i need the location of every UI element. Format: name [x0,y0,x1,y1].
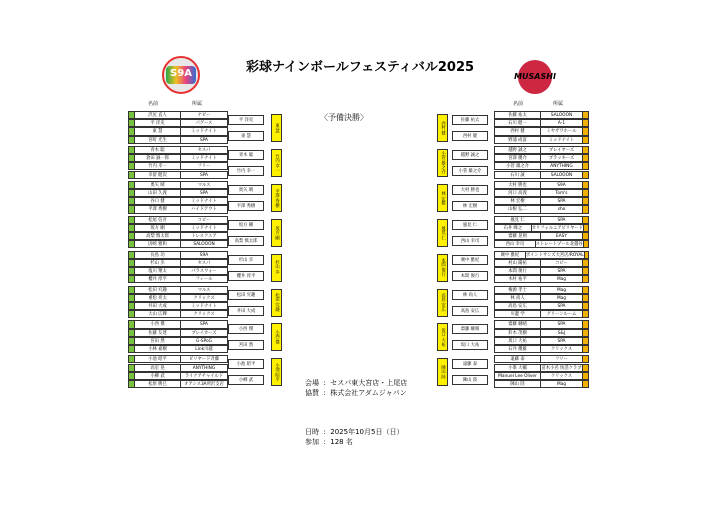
player-row [128,232,228,240]
player-name: 井田 大成 [135,303,181,309]
seed-cell [582,311,588,317]
player-affiliation: S&J [557,330,566,336]
right-header-name: 名前 [513,101,524,107]
player-name: 野浦 成富 [495,137,541,143]
player-affiliation: Tom's [555,191,568,196]
player-row [494,275,589,283]
player-affiliation: ミッドナイト [191,303,217,309]
player-affiliation: ミヤザワホール [546,129,577,135]
player-row [494,154,589,162]
player-name: 西山 幸司 [495,241,536,247]
player-row [494,329,589,337]
player-affiliation: ミッドナイト [191,199,217,205]
group-winner: 風見 仁 [437,219,448,247]
player-row [494,310,589,318]
player-affiliation: Mag [556,295,567,301]
player-row [128,146,228,154]
match-entrant: 平澤 秀樹 [228,201,264,211]
player-name: 佐藤 友達 [135,330,181,336]
match-entrant: 大村 勝也 [452,185,488,195]
seed-cell [582,233,588,239]
player-row [494,146,589,154]
player-row [494,240,589,248]
player-row [494,294,589,302]
player-row [494,162,589,170]
seed-cell [582,276,588,282]
player-name: 河口 高義 [495,190,541,196]
player-name: 平 洋史 [135,120,181,126]
player-row [128,136,228,144]
player-row [128,251,228,259]
seed-cell [582,198,588,204]
player-row [128,181,228,189]
player-affiliation: SPA [200,191,208,196]
player-affiliation: SPA [557,199,566,205]
player-row [494,302,589,310]
group-winner: 坂口 大祐 [437,323,448,351]
player-name: 小峯 大輔 [495,365,541,371]
player-row [128,337,228,345]
player-affiliation: Mag [556,381,567,387]
match-entrant: 坂方 剛 [228,220,264,230]
seed-cell [582,321,588,327]
left-header-affil: 所属 [192,101,203,107]
player-row [494,205,589,213]
player-name: 山根 弘二 [495,206,541,212]
player-name: 宮澤 優介 [495,155,541,161]
seed-cell [582,295,588,301]
player-affiliation: SALOOON [550,172,573,178]
seed-cell [582,330,588,336]
player-affiliation: SPA [557,338,566,344]
player-row [494,380,589,388]
player-affiliation: カリフォルニアビリヤード [531,225,584,231]
player-name: 村山 陽祐 [495,260,541,266]
player-affiliation: クリックス [550,347,573,352]
player-name: 川邊 学 [495,311,541,317]
venue-line: 会場 : セスパ東大宮店・上尾店 [305,379,408,387]
player-affiliation: SPA [200,172,208,178]
entry-line: 参加 : 128 名 [305,438,353,446]
player-affiliation: ブラッキーズ [548,156,575,162]
match-entrant: 風見 仁 [452,220,488,230]
player-row [494,136,589,144]
seed-cell [582,338,588,344]
player-affiliation: EASY [555,234,567,240]
player-name: 権源 孝士 [495,287,541,293]
seed-cell [582,172,588,178]
player-row [128,154,228,162]
match-entrant: 佐藤 祐太 [452,115,488,125]
player-affiliation: マルス [197,287,211,293]
match-entrant: 小池 昭平 [228,359,264,369]
group-winner: 松田 究趣 [271,289,282,317]
player-name: Manuel Lee Oliver [495,373,541,379]
player-name: 平澤 秀樹 [135,206,181,212]
player-row [494,224,589,232]
player-affiliation: クリックス [550,373,573,379]
player-affiliation: フリー [197,164,211,170]
player-row [494,320,589,328]
player-affiliation: ミッドナイト [548,137,575,143]
player-name: 小西 傑 [135,321,181,327]
player-affiliation: SPA [200,322,208,328]
player-name: 廣中 雅紀 [495,252,526,258]
player-name: 小菅 雄之介 [495,163,541,169]
player-row [128,162,228,170]
player-row [128,111,228,119]
player-row [494,364,589,372]
player-affiliation: ミッドナイト [191,225,217,231]
player-row [494,232,589,240]
group-winner: 坂方 剛 [271,219,282,247]
player-affiliation: ナビー [197,113,211,118]
player-name: 塩川 翔太 [135,268,181,274]
player-name: 石井 優雄 [495,346,541,352]
player-affiliation: コピー [555,260,568,266]
player-name: 谷口 健 [135,198,181,204]
player-name: 大山 広輝 [135,311,181,317]
player-affiliation: SALOOON [550,113,573,118]
player-affiliation: パラスウォー [191,269,217,274]
player-name: 本間 俊行 [495,268,541,274]
player-name: 因崎 雅和 [135,241,181,247]
player-affiliation: S9A [557,182,566,188]
player-row [128,267,228,275]
player-name: 陳山 陸 [495,381,541,387]
group-winner: 東 慧 [271,114,282,142]
player-row [128,240,228,248]
group-winner: 小西 傑 [271,323,282,351]
seed-cell [582,365,588,371]
player-affiliation: sho [557,207,566,213]
player-row [128,380,228,388]
player-affiliation: セスパ [197,147,211,153]
player-row [494,251,589,259]
player-name: 風見 仁 [495,217,541,223]
seed-cell [582,128,588,134]
left-header-name: 名前 [148,101,159,107]
seed-cell [582,268,588,274]
player-name: 幸留 健次 [135,172,181,178]
player-row [128,259,228,267]
player-row [494,119,589,127]
player-row [128,364,228,372]
player-name: 重松 亮太 [135,295,181,301]
player-name: 松尾 信吾 [135,217,181,223]
player-row [494,181,589,189]
match-entrant: 林 宏樹 [452,201,488,211]
player-name: 沢尻 直人 [135,112,181,118]
group-winner: 高島 安広 [437,289,448,317]
player-affiliation: ANYTHING [550,164,573,170]
player-name: 宮田 然 [135,338,181,344]
player-row [128,119,228,127]
player-affiliation: SPA [557,217,566,223]
player-affiliation: コピー [197,217,211,223]
match-entrant: 越野 誠之 [452,150,488,160]
match-entrant: 杉山 歩 [228,255,264,265]
seed-cell [584,252,588,258]
player-name: 櫻井 淳平 [135,276,181,282]
group-winner: 本間 俊行 [437,254,448,282]
player-affiliation: ミッドナイト [191,156,217,162]
player-name: 宮町 光生 [135,137,181,143]
player-row [128,320,228,328]
group-winner: 平澤 秀樹 [271,184,282,212]
player-affiliation: 苗木小名 快活クラブ [541,365,582,371]
player-name: 山田 久義 [135,190,181,196]
player-row [494,189,589,197]
player-affiliation: Mag [556,287,567,293]
player-affiliation: ハイドアウト [191,207,217,213]
seed-cell [582,346,588,352]
player-row [494,345,589,353]
seed-cell [582,190,588,196]
player-affiliation: フリー [555,357,568,363]
player-row [128,286,228,294]
player-affiliation: マルス [197,182,211,188]
player-name: 坂方 剛 [135,225,181,231]
player-row [494,171,589,179]
player-row [128,355,228,363]
player-name: 小池 昭平 [135,356,181,362]
player-affiliation: オアシス3A所沢支店 [184,381,224,387]
player-affiliation: ライクアチャイルド [184,373,224,379]
player-row [494,372,589,380]
match-entrant: 小柳 武 [228,375,264,385]
player-name: 東 慧 [135,128,181,134]
player-affiliation: パグース [195,121,213,127]
player-row [494,197,589,205]
match-entrant: 廣中 雅紀 [452,255,488,265]
player-row [494,127,589,135]
player-affiliation: グリーンルーム [546,312,577,318]
player-row [128,372,228,380]
player-row [494,111,589,119]
match-entrant: 林 尚人 [452,290,488,300]
seed-cell [582,147,588,153]
player-name: 鈴木 茂樹 [495,330,541,336]
player-name: 奥矢 晴 [135,182,181,188]
match-entrant: 西村 健 [452,131,488,141]
player-row [128,345,228,353]
player-affiliation: SPA [557,322,566,328]
group-winner: 小菅 雄之介 [437,149,448,177]
player-affiliation: クリックス [193,312,215,318]
seed-cell [582,260,588,266]
player-name: 西村 健 [495,128,541,134]
seed-cell [582,287,588,293]
player-name: 林 宏樹 [495,198,541,204]
page-title: 彩球ナインボールフェスティバル2025 [245,60,475,75]
seed-cell [582,206,588,212]
seed-cell [583,241,588,247]
player-affiliation: SALOOON [193,242,215,248]
player-affiliation: フィール [195,277,213,283]
player-affiliation: Mag [556,277,567,283]
match-entrant: 高梨 慎太郎 [228,236,264,246]
match-entrant: 小菅 雄之介 [452,166,488,176]
player-row [128,171,228,179]
s9a-logo: S9A [162,56,200,94]
player-row [128,275,228,283]
player-row [128,197,228,205]
player-row [494,216,589,224]
player-affiliation: SPA [200,137,208,143]
match-entrant: 高島 安広 [452,306,488,316]
player-name: 倉田 誠一郎 [135,155,181,161]
match-entrant: 齋藤 継晴 [452,324,488,334]
seed-cell [582,155,588,161]
player-name: 小柳 武 [135,373,181,379]
player-row [128,189,228,197]
player-name: 小林 嘉樹 [135,346,181,352]
player-affiliation: S9A [199,252,209,258]
seed-cell [582,373,588,379]
player-name: 坂口 大祐 [495,338,541,344]
player-name: 杉山 歩 [135,260,181,266]
player-name: 高島 安広 [495,303,541,309]
player-affiliation: ANYTHING [192,365,216,371]
player-name: 遠藤 泰 [495,356,541,362]
player-name: 長島 功 [135,252,181,258]
player-affiliation: セスパ [197,260,211,266]
date-line: 日時 : 2025年10月5日（日） [305,428,404,436]
player-affiliation: G-SPoG [195,338,212,344]
player-affiliation: トレスクエア [191,234,217,240]
match-entrant: 宮田 然 [228,340,264,350]
player-name: 大村 勝也 [495,182,541,188]
match-entrant: 青木 聡 [228,150,264,160]
seed-cell [582,217,588,223]
match-entrant: 小西 傑 [228,324,264,334]
player-name: 高梨 慎太郎 [135,233,181,239]
seed-cell [582,303,588,309]
match-entrant: 坂口 大祐 [452,340,488,350]
player-name: 林 尚人 [495,295,541,301]
player-name: 高室 晃 [135,365,181,371]
player-affiliation: SPA [557,269,566,274]
player-name: 石川 健一 [495,120,541,126]
seed-cell [582,163,588,169]
sponsor-line: 協賛 : 株式会社アダムジャパン [305,389,407,397]
group-winner: 陳山 陸 [437,358,448,386]
player-row [128,127,228,135]
right-header-affil: 所属 [553,101,564,107]
match-entrant: 遠藤 泰 [452,359,488,369]
seed-cell [582,137,588,143]
match-entrant: 西山 幸司 [452,236,488,246]
player-row [128,310,228,318]
player-name: 佐藤 祐太 [495,112,541,118]
player-row [128,224,228,232]
seed-cell [582,182,588,188]
musashi-logo: MUSASHI [508,60,562,96]
match-entrant: 陳山 陸 [452,375,488,385]
player-affiliation: クリックス [193,295,215,301]
match-entrant: 奥矢 晴 [228,185,264,195]
player-row [128,294,228,302]
player-row [494,286,589,294]
player-row [494,259,589,267]
player-row [494,337,589,345]
player-name: 竹内 幸一 [135,163,181,169]
group-winner: 竹内 幸一 [271,149,282,177]
player-name: 石井 峰之 [495,225,532,231]
player-affiliation: ビリヤード斉藤 [189,357,219,363]
group-winner: 西村 健 [437,114,448,142]
player-row [494,267,589,275]
player-affiliation: A-1 [557,121,566,127]
match-entrant: 本間 俊行 [452,271,488,281]
yosen-label: 〈予備決勝〉 [320,113,368,122]
group-winner: 小池 昭平 [271,358,282,386]
player-name: 青木 聡 [135,147,181,153]
match-entrant: 櫻井 淳平 [228,271,264,281]
match-entrant: 竹内 幸一 [228,166,264,176]
player-name: 松田 究趣 [135,287,181,293]
player-affiliation: ミッドナイト [191,129,217,135]
player-row [128,302,228,310]
player-affiliation: ポイントサンズ大宮店/ROYAL [525,252,584,258]
match-entrant: 井田 大成 [228,306,264,316]
player-affiliation: ブレイカーズ [191,330,217,336]
player-name: 松原 勝巳 [135,381,181,387]
player-affiliation: Link川越 [195,347,213,352]
seed-cell [582,381,588,387]
group-winner: 林 宏樹 [437,184,448,212]
player-affiliation: ブレイヤーズ [548,147,575,153]
seed-cell [583,225,588,231]
group-winner: 杉山 歩 [271,254,282,282]
seed-cell [582,112,588,118]
player-row [128,216,228,224]
match-entrant: 東 慧 [228,131,264,141]
player-name: 齋藤 継晴 [495,321,541,327]
player-name: 齋藤 晃則 [495,233,541,239]
player-row [128,329,228,337]
player-row [494,355,589,363]
player-affiliation: SPA [557,303,566,309]
match-entrant: 松田 究趣 [228,290,264,300]
player-name: 石川 誠 [495,172,541,178]
match-entrant: 平 洋史 [228,115,264,125]
player-name: 木村 祐平 [495,276,541,282]
seed-cell [582,356,588,362]
player-row [128,205,228,213]
seed-cell [582,120,588,126]
player-name: 越野 誠之 [495,147,541,153]
player-affiliation: ストレートプール北越谷 [535,242,583,248]
